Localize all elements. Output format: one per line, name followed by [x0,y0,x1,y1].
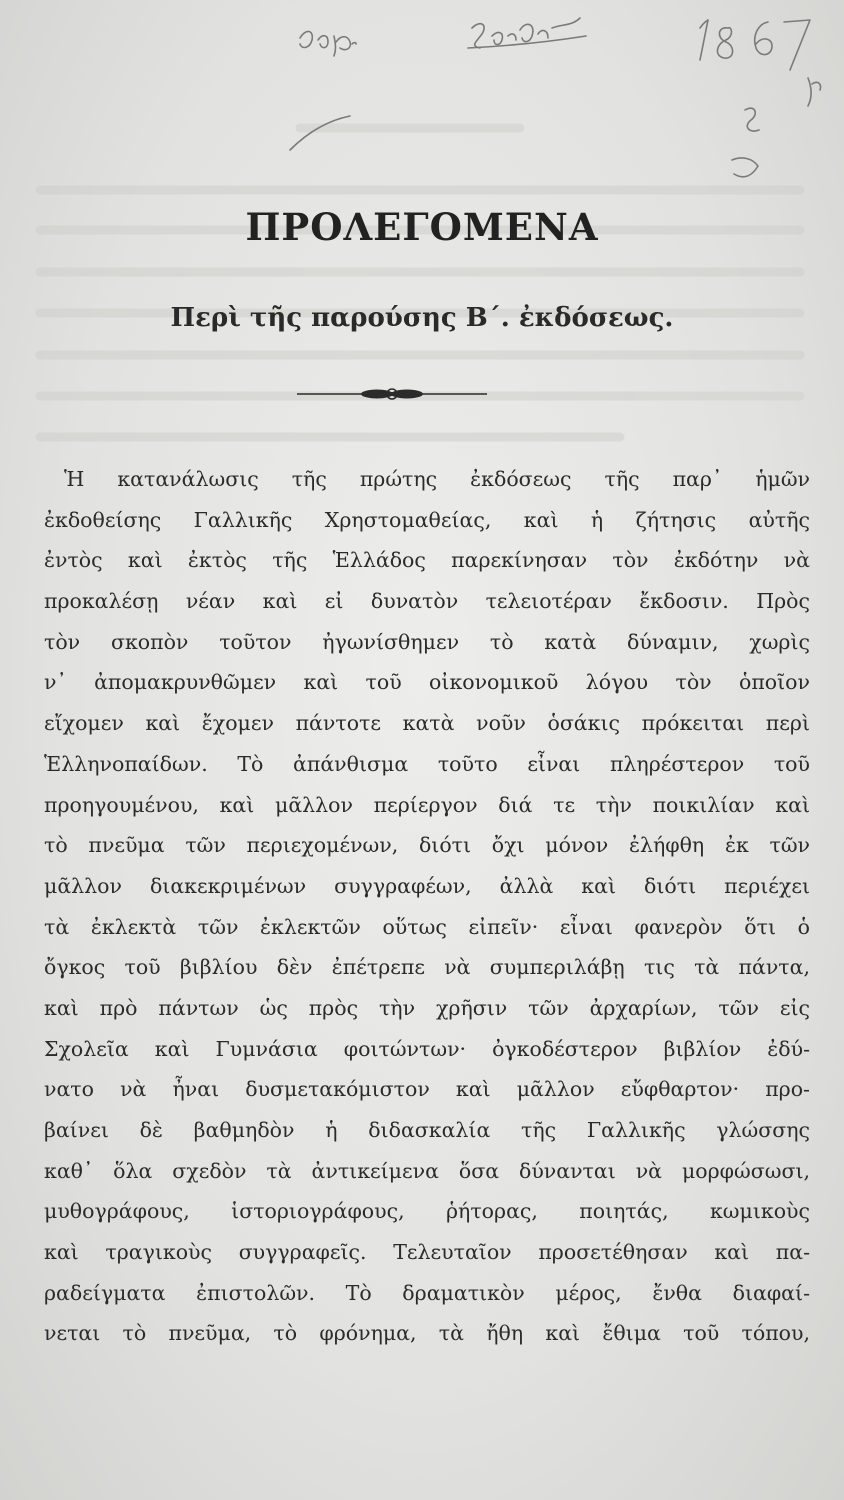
text-line: νεται τὸ πνεῦμα, τὸ φρόνημα, τὰ ἤθη καὶ ἔθιμα τοῦ τόπου, [44,1321,810,1346]
text-line: καὶ τραγικοὺς συγγραφεῖς. Τελευταῖον προσετέθησαν καὶ πα- [44,1240,810,1265]
text-line: εἴχομεν καὶ ἔχομεν πάντοτε κατὰ νοῦν ὁσάκις πρόκειται περὶ [44,711,810,736]
text-line: τὸ πνεῦμα τῶν περιεχομένων, διότι ὄχι μόνον ἐλήφθη ἐκ τῶν [44,833,810,858]
text-line: τὸν σκοπὸν τοῦτον ἠγωνίσθημεν τὸ κατὰ δύναμιν, χωρὶς [44,629,810,654]
text-line: προκαλέσῃ νέαν καὶ εἰ δυνατὸν τελειοτέραν ἔκδοσιν. Πρὸς [44,589,810,614]
text-line: μυθογράφους, ἱστοριογράφους, ῥήτορας, ποιητάς, κωμικοὺς [44,1199,810,1224]
text-line: ἐντὸς καὶ ἐκτὸς τῆς Ἑλλάδος παρεκίνησαν τὸν ἐκδότην νὰ [44,548,810,573]
text-line: καὶ πρὸ πάντων ὡς πρὸς τὴν χρῆσιν τῶν ἀρχαρίων, τῶν εἰς [44,995,810,1020]
text-line: τὰ ἐκλεκτὰ τῶν ἐκλεκτῶν οὕτως εἰπεῖν· εἶναι φανερὸν ὅτι ὁ [44,914,810,939]
text-line: νατο νὰ ἦναι δυσμετακόμιστον καὶ μᾶλλον εὔφθαρτον· προ- [44,1077,810,1102]
text-line: καθ᾽ ὅλα σχεδὸν τὰ ἀντικείμενα ὅσα δύνανται νὰ μορφώσωσι, [44,1158,810,1183]
handwritten-note-pencil [0,0,844,180]
page-subtitle: Περὶ τῆς παρούσης Β΄. ἐκδόσεως. [170,303,674,333]
page-title: ΠΡΟΛΕΓΟΜΕΝΑ [245,205,599,249]
preface-body [44,459,810,1354]
text-line: μᾶλλον διακεκριμένων συγγραφέων, ἀλλὰ καὶ διότι περιέχει [44,873,810,898]
text-line: βαίνει δὲ βαθμηδὸν ἡ διδασκαλία τῆς Γαλλικῆς γλώσσης [44,1118,810,1142]
text-line: Ἑλληνοπαίδων. Τὸ ἀπάνθισμα τοῦτο εἶναι πληρέστερον τοῦ [44,751,810,776]
text-line: ἐκδοθείσης Γαλλικῆς Χρηστομαθείας, καὶ ἡ ζήτησις αὐτῆς [44,507,810,532]
text-line: προηγουμένου, καὶ μᾶλλον περίεργον διά τε τὴν ποικιλίαν καὶ [44,792,810,817]
text-line: Ἡ κατανάλωσις τῆς πρώτης ἐκδόσεως τῆς παρ᾽ ἡμῶν [64,467,810,491]
text-line: ραδείγματα ἐπιστολῶν. Τὸ δραματικὸν μέρος, ἔνθα διαφαί- [44,1280,810,1305]
ornamental-divider-icon [297,384,487,404]
text-line: ὄγκος τοῦ βιβλίου δὲν ἐπέτρεπε νὰ συμπεριλάβῃ τις τὰ πάντα, [44,955,810,980]
text-line: ν᾽ ἀπομακρυνθῶμεν καὶ τοῦ οἰκονομικοῦ λόγου τὸν ὁποῖον [44,670,810,695]
text-line: Σχολεῖα καὶ Γυμνάσια φοιτώντων· ὀγκοδέστερον βιβλίον ἐδύ- [44,1036,810,1061]
